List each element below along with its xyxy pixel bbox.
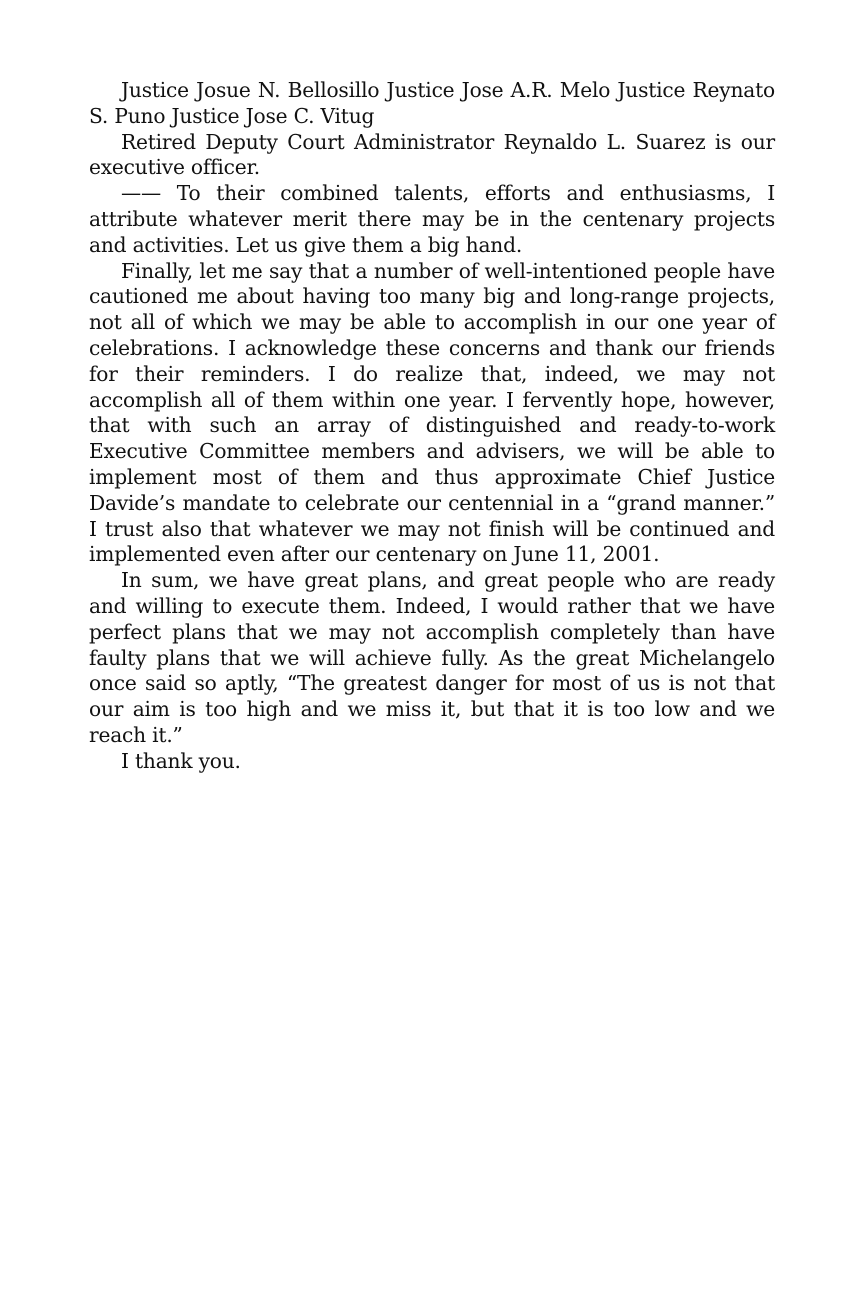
document-page bbox=[89, 78, 775, 775]
summary-paragraph: In sum, we have great plans, and great people who are ready and willing to execute them. Indeed, I would rather that we have perfect plans that we may not accomplish completely than have faulty plans that we will achieve fully. As the great Michelangelo once said so aptly, “The greatest danger for most of us is not that our aim is too high and we miss it, but that it is too low and we reach it.” bbox=[89, 568, 775, 747]
acknowledgement-paragraph: —— To their combined talents, efforts and enthusiasms, I attribute whatever merit there may be in the centenary projects and activities. Let us give them a big hand. bbox=[89, 181, 775, 257]
executive-officer-paragraph: Retired Deputy Court Administrator Reynaldo L. Suarez is our executive officer. bbox=[89, 129, 775, 180]
justices-list-paragraph: Justice Josue N. Bellosillo Justice Jose A.R. Melo Justice Reynato S. Puno Justice Jose C. Vitug bbox=[89, 78, 775, 128]
concerns-paragraph: Finally, let me say that a number of well-intentioned people have cautioned me about having too many big and long-range projects, not all of which we may be able to accomplish in our one year of celebrations. I acknowledge these concerns and thank our friends for their reminders. I do realize that, indeed, we may not accomplish all of them within one year. I fervently hope, however, that with such an array of distinguished and ready-to-work Executive Committee members and advisers, we will be able to implement most of them and thus approximate Chief Justice Davide’s mandate to celebrate our centennial in a “grand manner.” I trust also that whatever we may not finish will be continued and implemented even after our centenary on June 11, 2001. bbox=[89, 258, 775, 567]
closing-paragraph: I thank you. bbox=[121, 748, 241, 773]
